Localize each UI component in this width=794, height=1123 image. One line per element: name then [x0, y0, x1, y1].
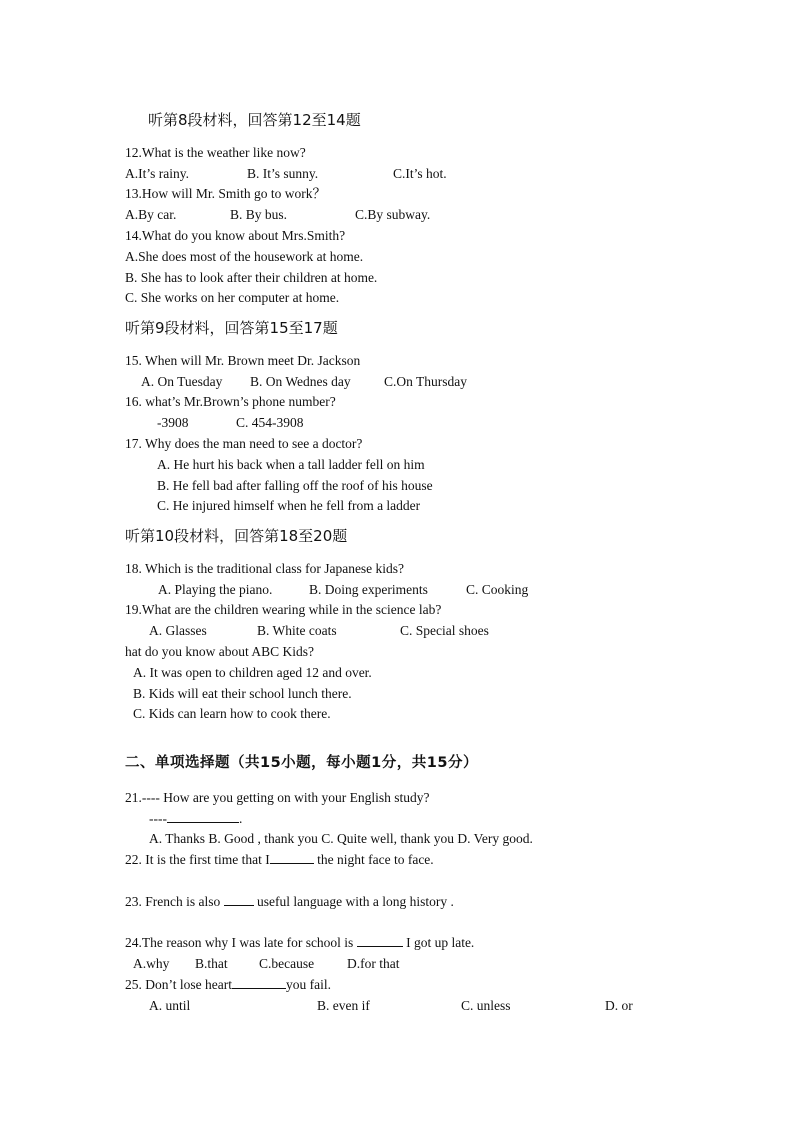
question-24-option-d: D.for that	[347, 956, 400, 971]
question-22-pre: 22. It is the first time that I	[125, 852, 270, 867]
question-22	[125, 851, 434, 869]
question-17-option-a: A. He hurt his back when a tall ladder fell on him	[157, 457, 425, 472]
reply-prefix: ----	[149, 811, 167, 826]
question-12-option-c: C.It’s hot.	[393, 166, 447, 181]
question-18-option-a: A. Playing the piano.	[158, 582, 273, 597]
answer-blank[interactable]	[232, 976, 286, 989]
answer-blank[interactable]	[357, 934, 403, 947]
question-19-option-c: C. Special shoes	[400, 623, 489, 638]
question-19-option-b: B. White coats	[257, 623, 337, 638]
question-18-stem: 18. Which is the traditional class for Japanese kids?	[125, 561, 405, 576]
question-22-post: the night face to face.	[317, 852, 434, 867]
question-13-option-b: B. By bus.	[230, 207, 288, 222]
question-23	[125, 893, 454, 911]
question-20-option-c: C. Kids can learn how to cook there.	[133, 706, 331, 721]
question-20-option-b: B. Kids will eat their school lunch there.	[133, 686, 352, 701]
question-14-option-b: B. She has to look after their children at home.	[125, 270, 378, 285]
question-12-stem: 12.What is the weather like now?	[125, 145, 306, 160]
question-20-stem: hat do you know about ABC Kids?	[125, 644, 314, 659]
question-25-option-b: B. even if	[317, 998, 370, 1013]
question-24-pre: 24.The reason why I was late for school is	[125, 935, 354, 950]
section-heading-10: 听第10段材料，回答第18至20题	[125, 527, 348, 545]
question-18-option-c: C. Cooking	[466, 582, 529, 597]
answer-blank[interactable]	[224, 893, 254, 906]
question-19-stem: 19.What are the children wearing while in the science lab?	[125, 602, 442, 617]
answer-blank[interactable]	[167, 810, 239, 823]
question-23-pre: 23. French is also	[125, 894, 221, 909]
question-25-option-c: C. unless	[461, 998, 511, 1013]
question-25-option-a: A. until	[149, 998, 191, 1013]
question-17-option-c: C. He injured himself when he fell from a ladder	[157, 498, 421, 513]
question-24	[125, 934, 474, 952]
question-25-option-d: D. or	[605, 998, 633, 1013]
question-14-stem: 14.What do you know about Mrs.Smith?	[125, 228, 346, 243]
question-24-option-a: A.why	[133, 956, 170, 971]
question-15-stem: 15. When will Mr. Brown meet Dr. Jackson	[125, 353, 361, 368]
reply-suffix: .	[238, 811, 243, 826]
question-24-option-c: C.because	[259, 956, 315, 971]
question-15-option-c: C.On Thursday	[384, 374, 467, 389]
section-heading-8: 听第8段材料，回答第12至14题	[148, 111, 361, 129]
question-12-option-a: A.It’s rainy.	[125, 166, 189, 181]
question-24-post: I got up late.	[406, 935, 475, 950]
question-18-option-b: B. Doing experiments	[309, 582, 428, 597]
question-21-stem: 21.---- How are you getting on with your English study?	[125, 790, 430, 805]
question-14-option-c: C. She works on her computer at home.	[125, 290, 340, 305]
question-16-stem: 16. what’s Mr.Brown’s phone number?	[125, 394, 336, 409]
question-14-option-a: A.She does most of the housework at home.	[125, 249, 364, 264]
question-25-post: you fail.	[285, 977, 331, 992]
question-15-option-a: A. On Tuesday	[141, 374, 223, 389]
question-17-option-b: B. He fell bad after falling off the roof of his house	[157, 478, 433, 493]
question-16-option-b: -3908	[157, 415, 189, 430]
part-2-heading: 二、单项选择题（共15小题，每小题1分，共15分）	[125, 755, 478, 771]
question-25-pre: 25. Don’t lose heart	[125, 977, 232, 992]
question-13-stem: 13.How will Mr. Smith go to work？	[125, 186, 327, 201]
question-20-option-a: A. It was open to children aged 12 and over.	[133, 665, 372, 680]
question-19-option-a: A. Glasses	[149, 623, 207, 638]
section-heading-9: 听第9段材料，回答第15至17题	[125, 319, 338, 337]
question-21-options: A. Thanks B. Good , thank you C. Quite well, thank you D. Very good.	[149, 831, 533, 846]
question-13-option-a: A.By car.	[125, 207, 177, 222]
answer-blank[interactable]	[270, 851, 314, 864]
question-17-stem: 17. Why does the man need to see a doctor?	[125, 436, 363, 451]
question-21-reply	[149, 810, 242, 828]
question-24-option-b: B.that	[195, 956, 228, 971]
question-23-post: useful language with a long history .	[257, 894, 454, 909]
question-25	[125, 976, 331, 994]
question-16-option-c: C. 454-3908	[236, 415, 304, 430]
question-13-option-c: C.By subway.	[355, 207, 431, 222]
question-12-option-b: B. It’s sunny.	[247, 166, 319, 181]
question-15-option-b: B. On Wednes day	[250, 374, 351, 389]
